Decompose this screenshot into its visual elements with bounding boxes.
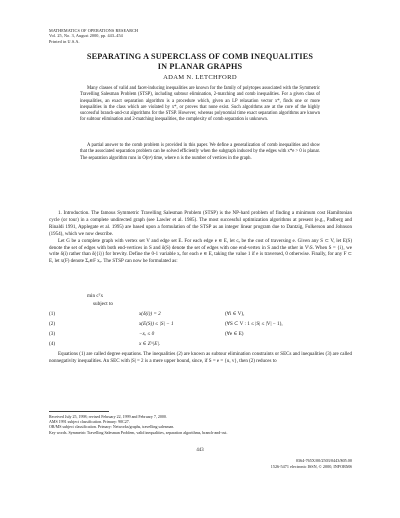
equation-condition: (∀e ∈ E) <box>225 331 244 337</box>
footnote-keywords: Key words. Symmetric Travelling Salesman Problem, valid inequalities, separation algorithms, branch-and-cut. <box>49 429 228 435</box>
post-formulation-text <box>49 352 352 366</box>
equation-expression: x(E(S)) ≤ |S| − 1 <box>139 321 174 327</box>
equation-expression: x ∈ Z^|E|. <box>139 341 161 347</box>
publication-info <box>49 458 352 470</box>
page-number: 443 <box>196 448 204 453</box>
footnotes <box>49 414 352 435</box>
abstract-paragraph-2 <box>80 143 320 162</box>
footnote-received: Received July 25, 1998; revised February 22, 1999 and February 7, 2000. <box>49 414 167 419</box>
equation-number: (4) <box>49 341 56 347</box>
issn-line: 0364-765X/00/2503/0443/$05.00 <box>295 458 352 463</box>
paper-title <box>60 52 340 71</box>
journal-header <box>49 28 138 44</box>
equation-number: (3) <box>49 331 56 337</box>
equation-number: (1) <box>49 311 56 317</box>
title-line-2: IN PLANAR GRAPHS <box>157 61 243 71</box>
intro-paragraph-1: 1. Introduction. The famous Symmetric Travelling Salesman Problem (STSP) is the NP-hard problem of finding a minimum cost Hamiltonian cycle (or tour) in a complete undirected graph (see Lawler et al. 1985). The most successful optimization algorithms at present (e.g., Padberg and Rinaldi 1991, Applegate et al. 1995) are based upon a formulation of the STSP as an integer linear program due to Dantzig, Fulkerson and Johnson (1954), which we now describe. <box>49 211 352 237</box>
footnote-divider <box>49 411 109 412</box>
equation-1 <box>49 311 352 319</box>
objective: min cᵀx <box>87 293 104 299</box>
equation-condition: (∀i ∈ V), <box>225 311 245 317</box>
intro-paragraph-2: Let G be a complete graph with vertex set V and edge set E. For each edge e ∈ E, let cₑ be the cost of traversing e. Given any S ⊂ V, let E(S) denote the set of edges with both end-vertices in S and δ(S) denote the set of edges with one end-vertex in S and the other in V\S. When S = {i}, we write δ(i) rather than δ({i}) for brevity. Define the 0-1 variable xₑ for each e ∈ E, taking the value 1 if e is traversed, 0 otherwise. Finally, for any F ⊂ E, let x(F) denote Σₑ∈F xₑ. The STSP can now be formulated as: <box>49 238 352 265</box>
equation-4 <box>49 341 352 349</box>
journal-volume: Vol. 25, No. 3, August 2000, pp. 443–454 <box>49 33 123 39</box>
equation-expression: −xₑ ≤ 0 <box>139 331 155 337</box>
author: ADAM N. LETCHFORD <box>163 74 237 81</box>
journal-printed: Printed in U.S.A. <box>49 38 80 44</box>
footnote-ams: AMS 1991 subject classification. Primary: 90C27. <box>49 419 130 425</box>
post-paragraph: Equations (1) are called degree equations. The inequalities (2) are known as subtour elimination constraints or SECs and inequalities (3) are called nonnegativity inequalities. An SEC with |S| = 2 is a mere upper bound, since, if S = e = {u, v}, then (2) reduces to <box>49 352 352 364</box>
title-line-1: SEPARATING A SUPERCLASS OF COMB INEQUALITIES <box>86 52 314 61</box>
equation-expression: x(δ(i)) = 2 <box>139 311 161 317</box>
equation-3 <box>49 331 352 339</box>
equation-2 <box>49 321 352 329</box>
footnote-orms: OR/MS subject classification. Primary: Networks/graphs, travelling salesman. <box>49 424 175 430</box>
subject-to: subject to <box>93 301 114 307</box>
equation-condition: (∀S ⊂ V : 1 ≤ |S| ≤ |V| − 1), <box>225 321 283 327</box>
abstract-text-1: Many classes of valid and facet-inducing inequalities are known for the family of polytopes associated with the Symmetric Travelling Salesman Problem (STSP), including subtour elimination, 2-matching and comb inequalities. For a given class of inequalities, an exact separation algorithm is a procedure which, given an LP relaxation vector x*, finds one or more inequalities in the class which are violated by x*, or proves that none exist. Such algorithms are at the core of the highly successful branch-and-cut algorithms for the STSP. However, whereas polynomial time exact separation algorithms are known for subtour elimination and 2-matching inequalities, the complexity of comb separation is unknown. <box>80 86 320 123</box>
journal-name: MATHEMATICS OF OPERATIONS RESEARCH <box>49 28 139 33</box>
abstract-paragraph-1 <box>80 86 320 124</box>
introduction-section <box>49 211 352 266</box>
equation-number: (2) <box>49 321 56 327</box>
abstract-text-2: A partial answer to the comb problem is provided in this paper. We define a generalization of comb inequalities and show that the associated separation problem can be solved efficiently when the subgraph induced by the edges with x*e > 0 is planar. The separation algorithm runs in O(n³) time, where n is the number of vertices in the graph. <box>80 143 320 161</box>
copyright-line: 1526-5471 electronic ISSN, © 2000, INFORMS <box>270 464 352 469</box>
